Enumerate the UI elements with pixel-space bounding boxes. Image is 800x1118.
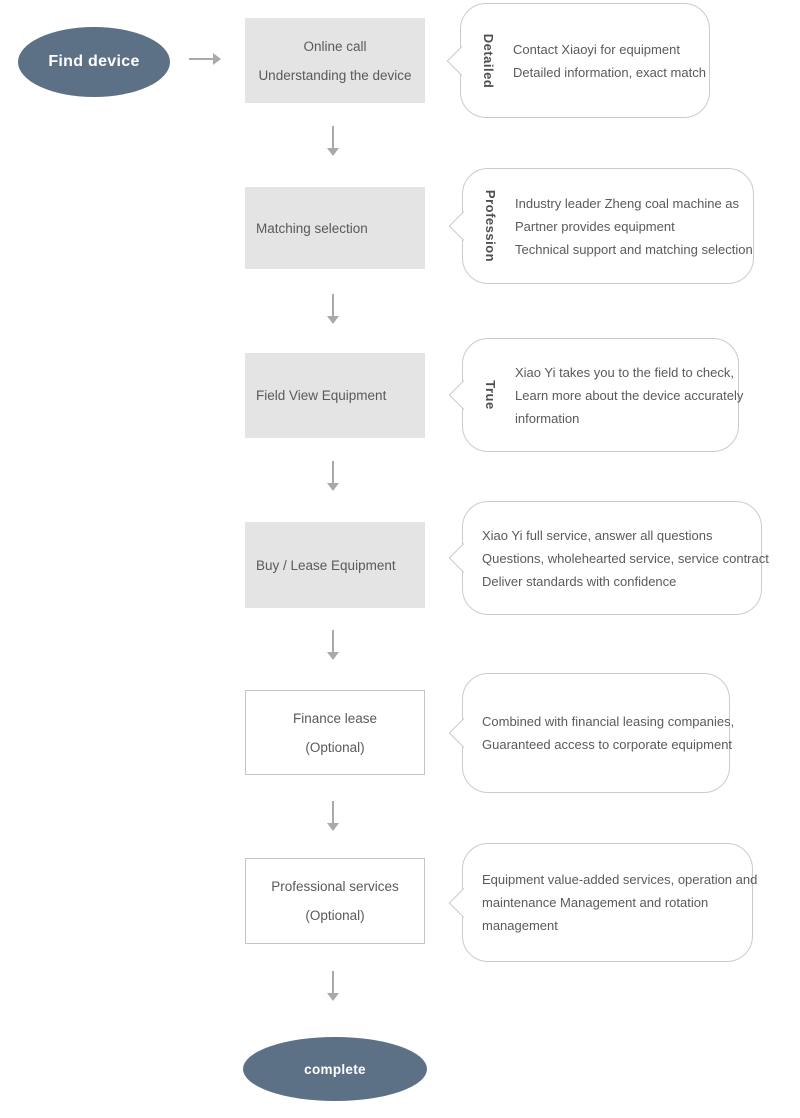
arrow-head <box>327 823 339 831</box>
arrow-stem <box>332 126 334 148</box>
right-arrow-icon <box>189 53 221 65</box>
bubble-line: Detailed information, exact match <box>513 64 706 80</box>
bubble-true <box>462 338 744 452</box>
bubble-line: Technical support and matching selection <box>515 241 753 257</box>
step-box-professional-services <box>245 858 425 944</box>
step-box-line: Field View Equipment <box>256 388 387 403</box>
down-arrow-icon <box>325 630 341 660</box>
bubble-detailed <box>460 3 710 118</box>
bubble-line: Xiao Yi takes you to the field to check, <box>515 364 734 380</box>
bubble-line: Learn more about the device accurately <box>515 387 744 403</box>
arrow-stem <box>332 630 334 652</box>
down-arrow-icon <box>325 294 341 324</box>
step-box-line: Buy / Lease Equipment <box>256 557 396 573</box>
arrow-stem <box>332 801 334 823</box>
step-box-line: Finance lease <box>292 710 378 726</box>
step-box-line: (Optional) <box>305 908 365 923</box>
bubble-body <box>463 710 748 756</box>
step-box-finance-lease <box>245 690 425 775</box>
arrow-head <box>327 652 339 660</box>
bubble-line: maintenance Management and rotation <box>482 895 709 910</box>
step-box-line: Understanding the device <box>258 67 412 83</box>
bubble-body <box>461 38 720 84</box>
step-box-online-call <box>245 18 425 103</box>
bubble-profession <box>462 168 754 284</box>
step-box-line: Professional services <box>271 879 399 894</box>
bubble-line: information <box>515 410 580 426</box>
bubble-line: Deliver standards with confidence <box>482 573 677 589</box>
step-box-field-view-equipment <box>245 353 425 438</box>
bubble-body <box>463 868 771 937</box>
arrow-stem <box>189 58 213 60</box>
step-box-line: (Optional) <box>305 739 365 755</box>
bubble-line: Equipment value-added services, operation and <box>482 872 758 887</box>
bubble-line: Guaranteed access to corporate equipment <box>482 737 733 752</box>
bubble-line: management <box>482 918 558 933</box>
bubble-vertical-label: Profession <box>483 189 498 263</box>
bubble-body <box>463 361 757 430</box>
end-node-label: complete <box>304 1061 366 1077</box>
bubble-line: Contact Xiaoyi for equipment <box>513 41 680 57</box>
down-arrow-icon <box>325 971 341 1001</box>
step-box-line: Matching selection <box>256 220 368 236</box>
step-box-line: Online call <box>303 38 367 54</box>
bubble-line: Combined with financial leasing companies, <box>482 714 735 729</box>
bubble-line: Partner provides equipment <box>515 218 675 234</box>
bubble-line: Xiao Yi full service, answer all questions <box>482 527 713 543</box>
down-arrow-icon <box>325 461 341 491</box>
down-arrow-icon <box>325 801 341 831</box>
down-arrow-icon <box>325 126 341 156</box>
arrow-head <box>327 316 339 324</box>
bubble-line: Industry leader Zheng coal machine as <box>515 195 740 211</box>
arrow-head <box>327 148 339 156</box>
bubble-finance-lease <box>462 673 735 793</box>
arrow-stem <box>332 971 334 993</box>
start-node-label: Find device <box>48 53 140 70</box>
step-box-buy-lease-equipment <box>245 522 425 608</box>
bubble-vertical-label: True <box>483 380 498 410</box>
start-node <box>18 27 170 97</box>
arrow-head <box>213 53 221 65</box>
bubble-body <box>463 524 783 593</box>
arrow-head <box>327 993 339 1001</box>
bubble-full-service <box>462 501 769 615</box>
bubble-vertical-label: Detailed <box>481 33 496 88</box>
bubble-professional-services <box>462 843 758 962</box>
arrow-stem <box>332 294 334 316</box>
arrow-head <box>327 483 339 491</box>
end-node <box>243 1037 427 1101</box>
step-box-matching-selection <box>245 187 425 269</box>
bubble-body <box>463 189 767 263</box>
arrow-stem <box>332 461 334 483</box>
bubble-line: Questions, wholehearted service, service contract <box>482 550 769 566</box>
